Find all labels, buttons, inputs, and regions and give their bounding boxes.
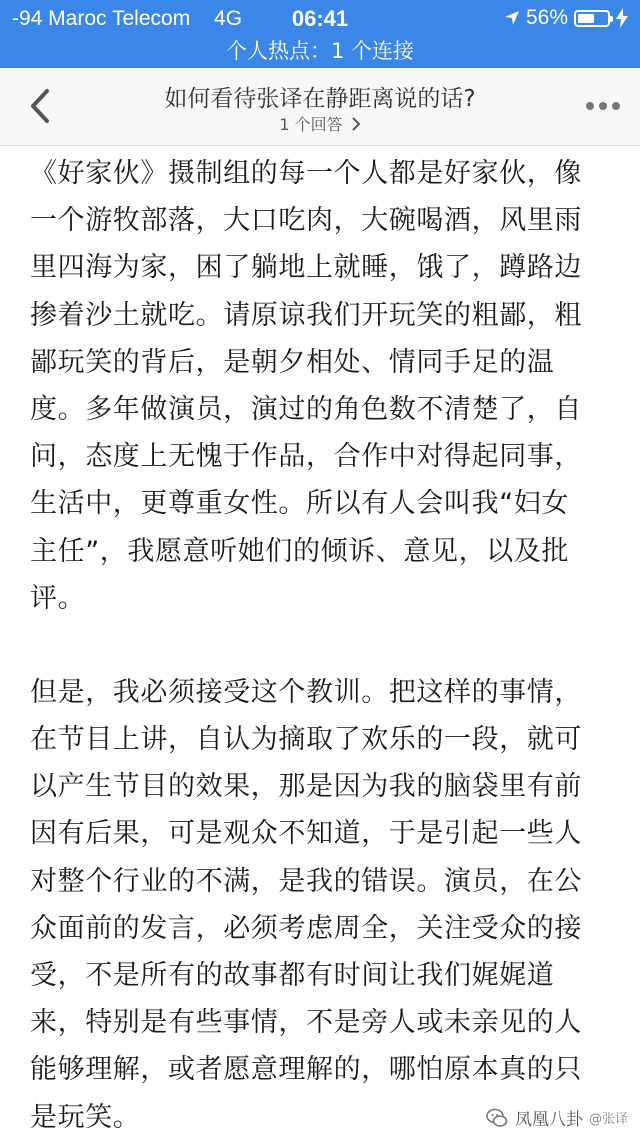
text-line: 在节目上讲，自认为摘取了欢乐的一段，就可: [30, 724, 582, 756]
answer-content: [30, 150, 615, 1141]
text-line: 《好家伙》摄制组的每一个人都是好家伙，像: [30, 158, 582, 189]
question-title[interactable]: 如何看待张译在静距离说的话?: [164, 86, 476, 112]
paragraph-gap: [30, 622, 615, 669]
chevron-left-icon: [22, 86, 62, 126]
answer-count-link[interactable]: [100, 112, 540, 135]
battery-icon: [574, 10, 610, 27]
text-line: 鄙玩笑的背后，是朝夕相处、情同手足的温: [30, 346, 555, 378]
text-line: 评。: [30, 582, 86, 614]
text-line: 是玩笑。: [30, 1101, 141, 1133]
more-dot: [599, 102, 607, 110]
paragraph-1: [30, 150, 615, 622]
battery-cap: [610, 16, 613, 22]
paragraph-2: [30, 669, 615, 1141]
text-line: 对整个行业的不满，是我的错误。演员，在公: [30, 865, 582, 897]
nav-bar: [0, 68, 640, 146]
network-type: 4G: [214, 7, 243, 30]
text-line: 众面前的发言，必须考虑周全，关注受众的接: [30, 912, 582, 944]
chevron-right-icon: [351, 117, 361, 131]
text-line: 生活中，更尊重女性。所以有人会叫我“妇女: [30, 488, 569, 520]
more-dot: [586, 102, 594, 110]
more-dots-icon[interactable]: [586, 102, 620, 110]
text-line: 问，态度上无愧于作品，合作中对得起同事，: [30, 441, 582, 473]
battery-percent: 56%: [525, 6, 568, 29]
text-line: 一个游牧部落，大口吃肉，大碗喝酒，风里雨: [30, 205, 582, 237]
answer-count: 1 个回答: [279, 115, 343, 134]
text-line: 但是，我必须接受这个教训。把这样的事情，: [30, 676, 582, 708]
text-line: 主任”，我愿意听她们的倾诉、意见，以及批: [30, 535, 569, 567]
status-bar: [0, 0, 640, 38]
back-button[interactable]: [22, 86, 62, 126]
text-line: 度。多年做演员，演过的角色数不清楚了，自: [30, 393, 582, 425]
location-arrow-icon: [504, 10, 520, 26]
more-dot: [612, 102, 620, 110]
charging-bolt-icon: [616, 8, 628, 28]
text-line: 里四海为家，困了躺地上就睡，饿了，蹲路边: [30, 252, 582, 284]
text-line: 能够理解，或者愿意理解的，哪怕原本真的只: [30, 1054, 582, 1086]
text-line: 以产生节目的效果，那是因为我的脑袋里有前: [30, 771, 582, 803]
hotspot-banner[interactable]: [0, 38, 640, 68]
watermark-text: 凤凰八卦: [514, 1110, 583, 1130]
battery-fill: [578, 14, 594, 23]
status-right: [504, 6, 628, 30]
clock: 06:41: [291, 6, 349, 31]
text-line: 受，不是所有的故事都有时间让我们娓娓道: [30, 960, 555, 991]
text-line: 因有后果，可是观众不知道，于是引起一些人: [30, 818, 582, 850]
wechat-logo-icon: [485, 1106, 509, 1130]
text-line: 掺着沙土就吃。请原谅我们开玩笑的粗鄙，粗: [30, 299, 582, 331]
watermark-sub: @张译: [588, 1112, 628, 1127]
carrier-name: -94 Maroc Telecom: [12, 7, 191, 30]
text-line: 来，特别是有些事情，不是旁人或未亲见的人: [30, 1007, 582, 1039]
hotspot-text: 个人热点：1 个连接: [225, 39, 415, 63]
watermark: [485, 1105, 628, 1130]
